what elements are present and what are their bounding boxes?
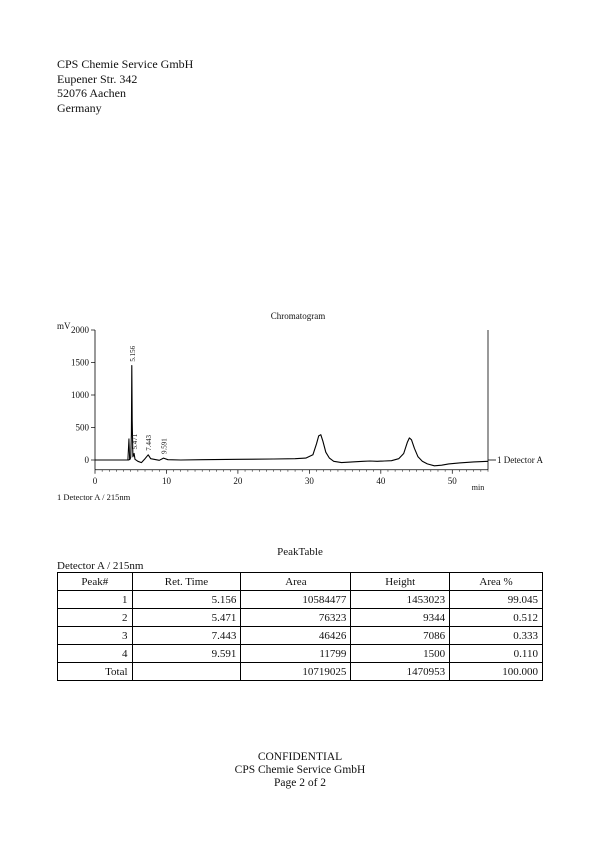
y-tick-label: 1000 bbox=[71, 390, 89, 400]
x-tick-label: 50 bbox=[447, 475, 457, 486]
detector-footer-label: 1 Detector A / 215nm bbox=[57, 492, 131, 502]
cell-ret-time: 9.591 bbox=[132, 645, 241, 663]
cell-total-label: Total bbox=[58, 663, 133, 681]
cell-total-ret-time bbox=[132, 663, 241, 681]
y-axis-label: mV bbox=[57, 321, 71, 331]
cell-height: 9344 bbox=[351, 609, 450, 627]
table-total-row bbox=[58, 663, 543, 681]
cell-peak: 1 bbox=[58, 591, 133, 609]
peak-label: 9.591 bbox=[160, 438, 169, 455]
y-tick-label: 1500 bbox=[71, 357, 89, 368]
cell-ret-time: 5.156 bbox=[132, 591, 241, 609]
cell-peak: 3 bbox=[58, 627, 133, 645]
chromatogram-chart bbox=[0, 300, 600, 515]
table-row bbox=[58, 609, 543, 627]
peak-table bbox=[57, 572, 543, 681]
cell-area-percent: 0.333 bbox=[450, 627, 543, 645]
cell-area: 10584477 bbox=[241, 591, 351, 609]
pre-peak-spike bbox=[128, 439, 130, 460]
peak-table-title: PeakTable bbox=[277, 546, 323, 558]
header-area-percent: Area % bbox=[450, 573, 543, 591]
x-tick-label: 0 bbox=[92, 475, 98, 486]
cell-area-percent: 0.512 bbox=[450, 609, 543, 627]
page-footer bbox=[0, 751, 600, 790]
cell-peak: 2 bbox=[58, 609, 133, 627]
cell-ret-time: 5.471 bbox=[132, 609, 241, 627]
chart-title: Chromatogram bbox=[270, 311, 326, 321]
chromatogram-trace bbox=[95, 366, 488, 466]
city: 52076 Aachen bbox=[57, 86, 126, 100]
cell-height: 1500 bbox=[351, 645, 450, 663]
x-axis-label: min bbox=[471, 483, 485, 492]
cell-area: 11799 bbox=[241, 645, 351, 663]
x-tick-label: 10 bbox=[161, 475, 171, 486]
y-tick-label: 0 bbox=[84, 455, 89, 465]
company-name: CPS Chemie Service GmbH bbox=[57, 57, 194, 71]
page-number: Page 2 of 2 bbox=[273, 777, 327, 789]
confidential-label: CONFIDENTIAL bbox=[257, 751, 343, 763]
street: Eupener Str. 342 bbox=[57, 71, 138, 86]
cell-area-percent: 99.045 bbox=[450, 591, 543, 609]
table-header-row bbox=[58, 573, 543, 591]
cell-area: 76323 bbox=[241, 609, 351, 627]
peak-label: 5.471 bbox=[131, 433, 140, 450]
cell-peak: 4 bbox=[58, 645, 133, 663]
y-tick-label: 2000 bbox=[71, 325, 89, 335]
y-tick-label: 500 bbox=[75, 422, 89, 433]
table-row bbox=[58, 645, 543, 663]
cell-area: 46426 bbox=[241, 627, 351, 645]
peak-table-detector: Detector A / 215nm bbox=[57, 560, 144, 572]
table-row bbox=[58, 627, 543, 645]
cell-total-area: 10719025 bbox=[241, 663, 351, 681]
x-tick-label: 40 bbox=[376, 475, 386, 486]
peak-label: 5.156 bbox=[128, 345, 137, 362]
cell-total-area-percent: 100.000 bbox=[450, 663, 543, 681]
peak-label: 7.443 bbox=[145, 435, 154, 451]
series-label: 1 Detector A bbox=[497, 455, 543, 465]
cell-total-height: 1470953 bbox=[351, 663, 450, 681]
footer-company: CPS Chemie Service GmbH bbox=[234, 764, 366, 776]
table-row bbox=[58, 591, 543, 609]
cell-ret-time: 7.443 bbox=[132, 627, 241, 645]
header-height: Height bbox=[351, 573, 450, 591]
x-tick-label: 20 bbox=[233, 475, 243, 486]
cell-area-percent: 0.110 bbox=[450, 645, 543, 663]
header-peak: Peak# bbox=[58, 573, 133, 591]
cell-height: 7086 bbox=[351, 627, 450, 645]
sender-address bbox=[57, 57, 193, 115]
header-area: Area bbox=[241, 573, 351, 591]
cell-height: 1453023 bbox=[351, 591, 450, 609]
header-ret-time: Ret. Time bbox=[132, 573, 241, 591]
country: Germany bbox=[57, 100, 102, 115]
x-tick-label: 30 bbox=[304, 475, 314, 486]
